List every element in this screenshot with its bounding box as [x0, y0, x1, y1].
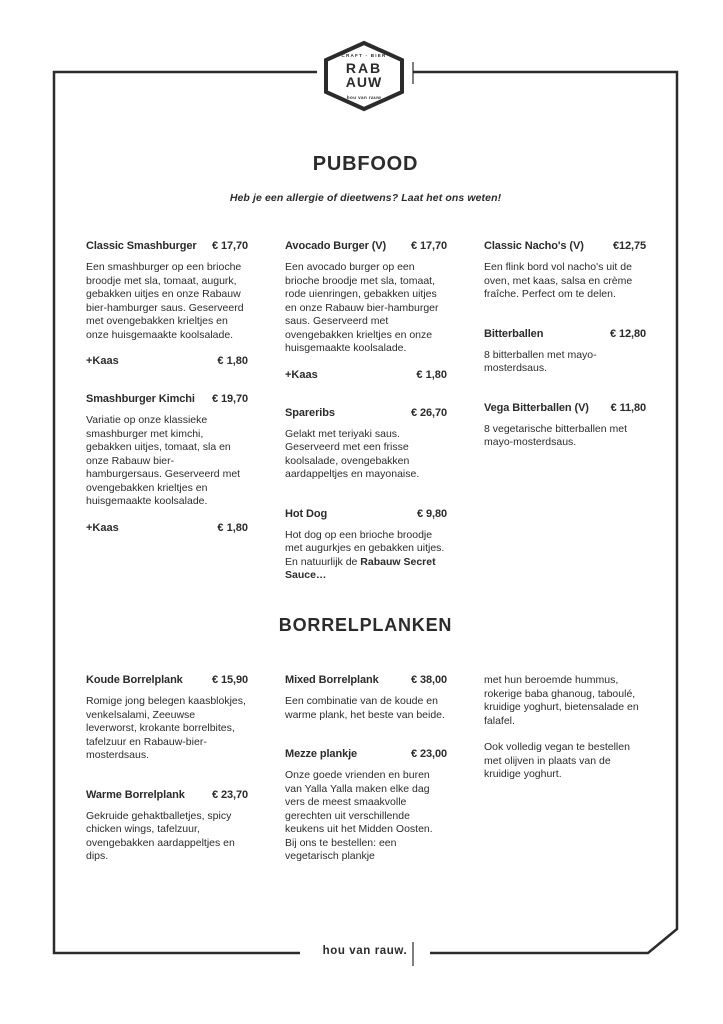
item-head [285, 674, 447, 686]
item-description: Romige jong belegen kaasblokjes, venkelsalami, Zeeuwse leverworst, krokante borrelbites, tafelzuur en Rabauw-bier-mosterdsaus. [86, 695, 246, 761]
item-head [285, 748, 447, 760]
item-description [285, 529, 447, 583]
item-price: € 26,70 [410, 406, 447, 419]
item-description: Gelakt met teriyaki saus. Geserveerd met een frisse koolsalade, ovengebakken aardappeltjes en mayonaise. [285, 427, 420, 480]
item-description: 8 vegetarische bitterballen met mayo-mosterdsaus. [484, 422, 627, 448]
extra-price: € 1,80 [217, 355, 248, 367]
item-head [86, 789, 248, 801]
item-name: Smashburger Kimchi [86, 393, 195, 405]
pubfood-columns [54, 240, 677, 583]
extra-row [86, 522, 248, 534]
allergy-note: Heb je een allergie of dieetwens? Laat het ons weten! [229, 192, 502, 204]
menu-item-bitterballen [484, 328, 646, 376]
item-description-bold: Rabauw Secret Sauce… [285, 555, 436, 581]
item-description: Onze goede vrienden en buren van Yalla Yalla maken elke dag vers de meest smaakvolle gerechten uit verschillende keukens uit het Midden Oosten. Bij ons te bestellen: een vegetarisch plankje [285, 769, 433, 862]
item-name: Avocado Burger (V) [285, 240, 387, 252]
logo-craft-text: CRAFT - BIER [341, 53, 387, 58]
borrel-column-2 [285, 674, 447, 864]
mezze-continuation-paragraph: met hun beroemde hummus, rokerige baba ghanoug, taboulé, kruidige yoghurt, bietensalade en falafel. [484, 674, 639, 727]
item-description: Gekruide gehaktballetjes, spicy chicken wings, tafelzuur, ovengebakken aardappeltjes en dips. [86, 809, 235, 862]
item-description: Variatie op onze klassieke smashburger met kimchi, gebakken uitjes, tomaat, sla en onze Rabauw bier-hamburgersaus. Geserveerd met ovengebakken krieltjes en huisgemaakte koolsalade. [86, 414, 241, 507]
item-price: € 23,00 [410, 748, 447, 760]
logo-name-line2: AUW [345, 74, 383, 90]
item-price: €12,75 [612, 240, 646, 252]
item-description: Een flink bord vol nacho's uit de oven, met kaas, salsa en crème fraîche. Perfect om te delen. [484, 261, 633, 300]
extra-row [86, 355, 248, 367]
item-description: 8 bitterballen met mayo-mosterdsaus. [484, 348, 597, 374]
item-name: Mezze plankje [285, 748, 358, 760]
item-price: € 15,90 [211, 674, 248, 686]
item-name: Bitterballen [484, 327, 544, 340]
menu-item-classic-smashburger [86, 240, 248, 367]
rabauw-logo [322, 40, 406, 112]
borrel-columns [54, 674, 677, 864]
item-price: € 17,70 [410, 240, 447, 252]
item-price: € 38,00 [410, 674, 447, 686]
logo-hexagon-icon [322, 40, 406, 112]
item-head [86, 674, 248, 686]
item-price: € 19,70 [211, 393, 248, 405]
item-name: Classic Smashburger [86, 240, 197, 252]
menu-item-hot-dog [285, 508, 447, 583]
pubfood-column-1 [86, 240, 248, 583]
item-head [285, 508, 447, 520]
menu-item-koude-borrelplank [86, 674, 248, 763]
item-name: Hot Dog [285, 507, 328, 520]
item-name: Vega Bitterballen (V) [484, 401, 589, 414]
item-name: Koude Borrelplank [86, 674, 183, 686]
extra-price: € 1,80 [217, 521, 248, 534]
menu-item-vega-bitterballen [484, 402, 646, 450]
extra-price: € 1,80 [416, 368, 447, 381]
menu-item-mezze-plankje [285, 748, 447, 864]
item-price: € 17,70 [211, 240, 248, 252]
item-price: € 12,80 [609, 327, 646, 340]
menu-item-spareribs [285, 407, 447, 482]
item-price: € 23,70 [211, 788, 248, 801]
item-name: Warme Borrelplank [86, 788, 185, 801]
borrel-column-3 [484, 674, 646, 864]
extra-row [285, 369, 447, 381]
logo-name-line1: RAB [345, 60, 383, 76]
pubfood-column-2 [285, 240, 447, 583]
item-description: Een smashburger op een brioche broodje met sla, tomaat, augurk, gebakken uitjes en onze Rabauw bier-hamburger saus. Geserveerd met ovengebakken krieltjes en onze huisgemaakte koolsalade. [86, 261, 244, 341]
item-description: Een combinatie van de koude en warme plank, het beste van beide. [285, 695, 445, 721]
item-head [484, 328, 646, 340]
item-head [484, 240, 646, 252]
item-head [285, 240, 447, 252]
menu-item-smashburger-kimchi [86, 393, 248, 534]
item-description-text: Hot dog op een brioche broodje met augurkjes en gebakken uitjes. En natuurlijk de [285, 528, 445, 568]
mezze-vegan-paragraph: Ook volledig vegan te bestellen met olijven in plaats van de kruidige yoghurt. [484, 741, 630, 780]
item-name: Spareribs [285, 406, 335, 419]
extra-label: +Kaas [86, 521, 119, 534]
pubfood-column-3 [484, 240, 646, 583]
menu-item-warme-borrelplank [86, 789, 248, 864]
menu-item-mixed-borrelplank [285, 674, 447, 722]
borrelplanken-section [54, 615, 677, 864]
item-description: Een avocado burger op een brioche broodje met sla, tomaat, rode uienringen, gebakken uitjes en onze Rabauw bier-hamburger saus. Geserveerd met ovengebakken krieltjes en onze huisgemaakte koolsalade. [285, 261, 439, 354]
item-name: Classic Nacho's (V) [484, 240, 584, 252]
footer-tagline: hou van rauw. [322, 945, 408, 957]
item-price: € 9,80 [417, 507, 447, 520]
menu-item-avocado-burger [285, 240, 447, 381]
extra-label: +Kaas [285, 368, 318, 381]
menu-item-classic-nachos [484, 240, 646, 302]
item-name: Mixed Borrelplank [285, 674, 379, 686]
pubfood-title: PUBFOOD [312, 153, 419, 175]
item-price: € 11,80 [610, 401, 646, 414]
extra-label: +Kaas [86, 355, 119, 367]
item-head [484, 402, 646, 414]
item-head [285, 407, 447, 419]
borrelplanken-title: BORRELPLANKEN [278, 615, 453, 635]
borrel-column-1 [86, 674, 248, 864]
pubfood-section [54, 153, 677, 583]
item-head [86, 393, 248, 405]
item-head [86, 240, 248, 252]
logo-tagline: hou van rauw [346, 95, 382, 100]
